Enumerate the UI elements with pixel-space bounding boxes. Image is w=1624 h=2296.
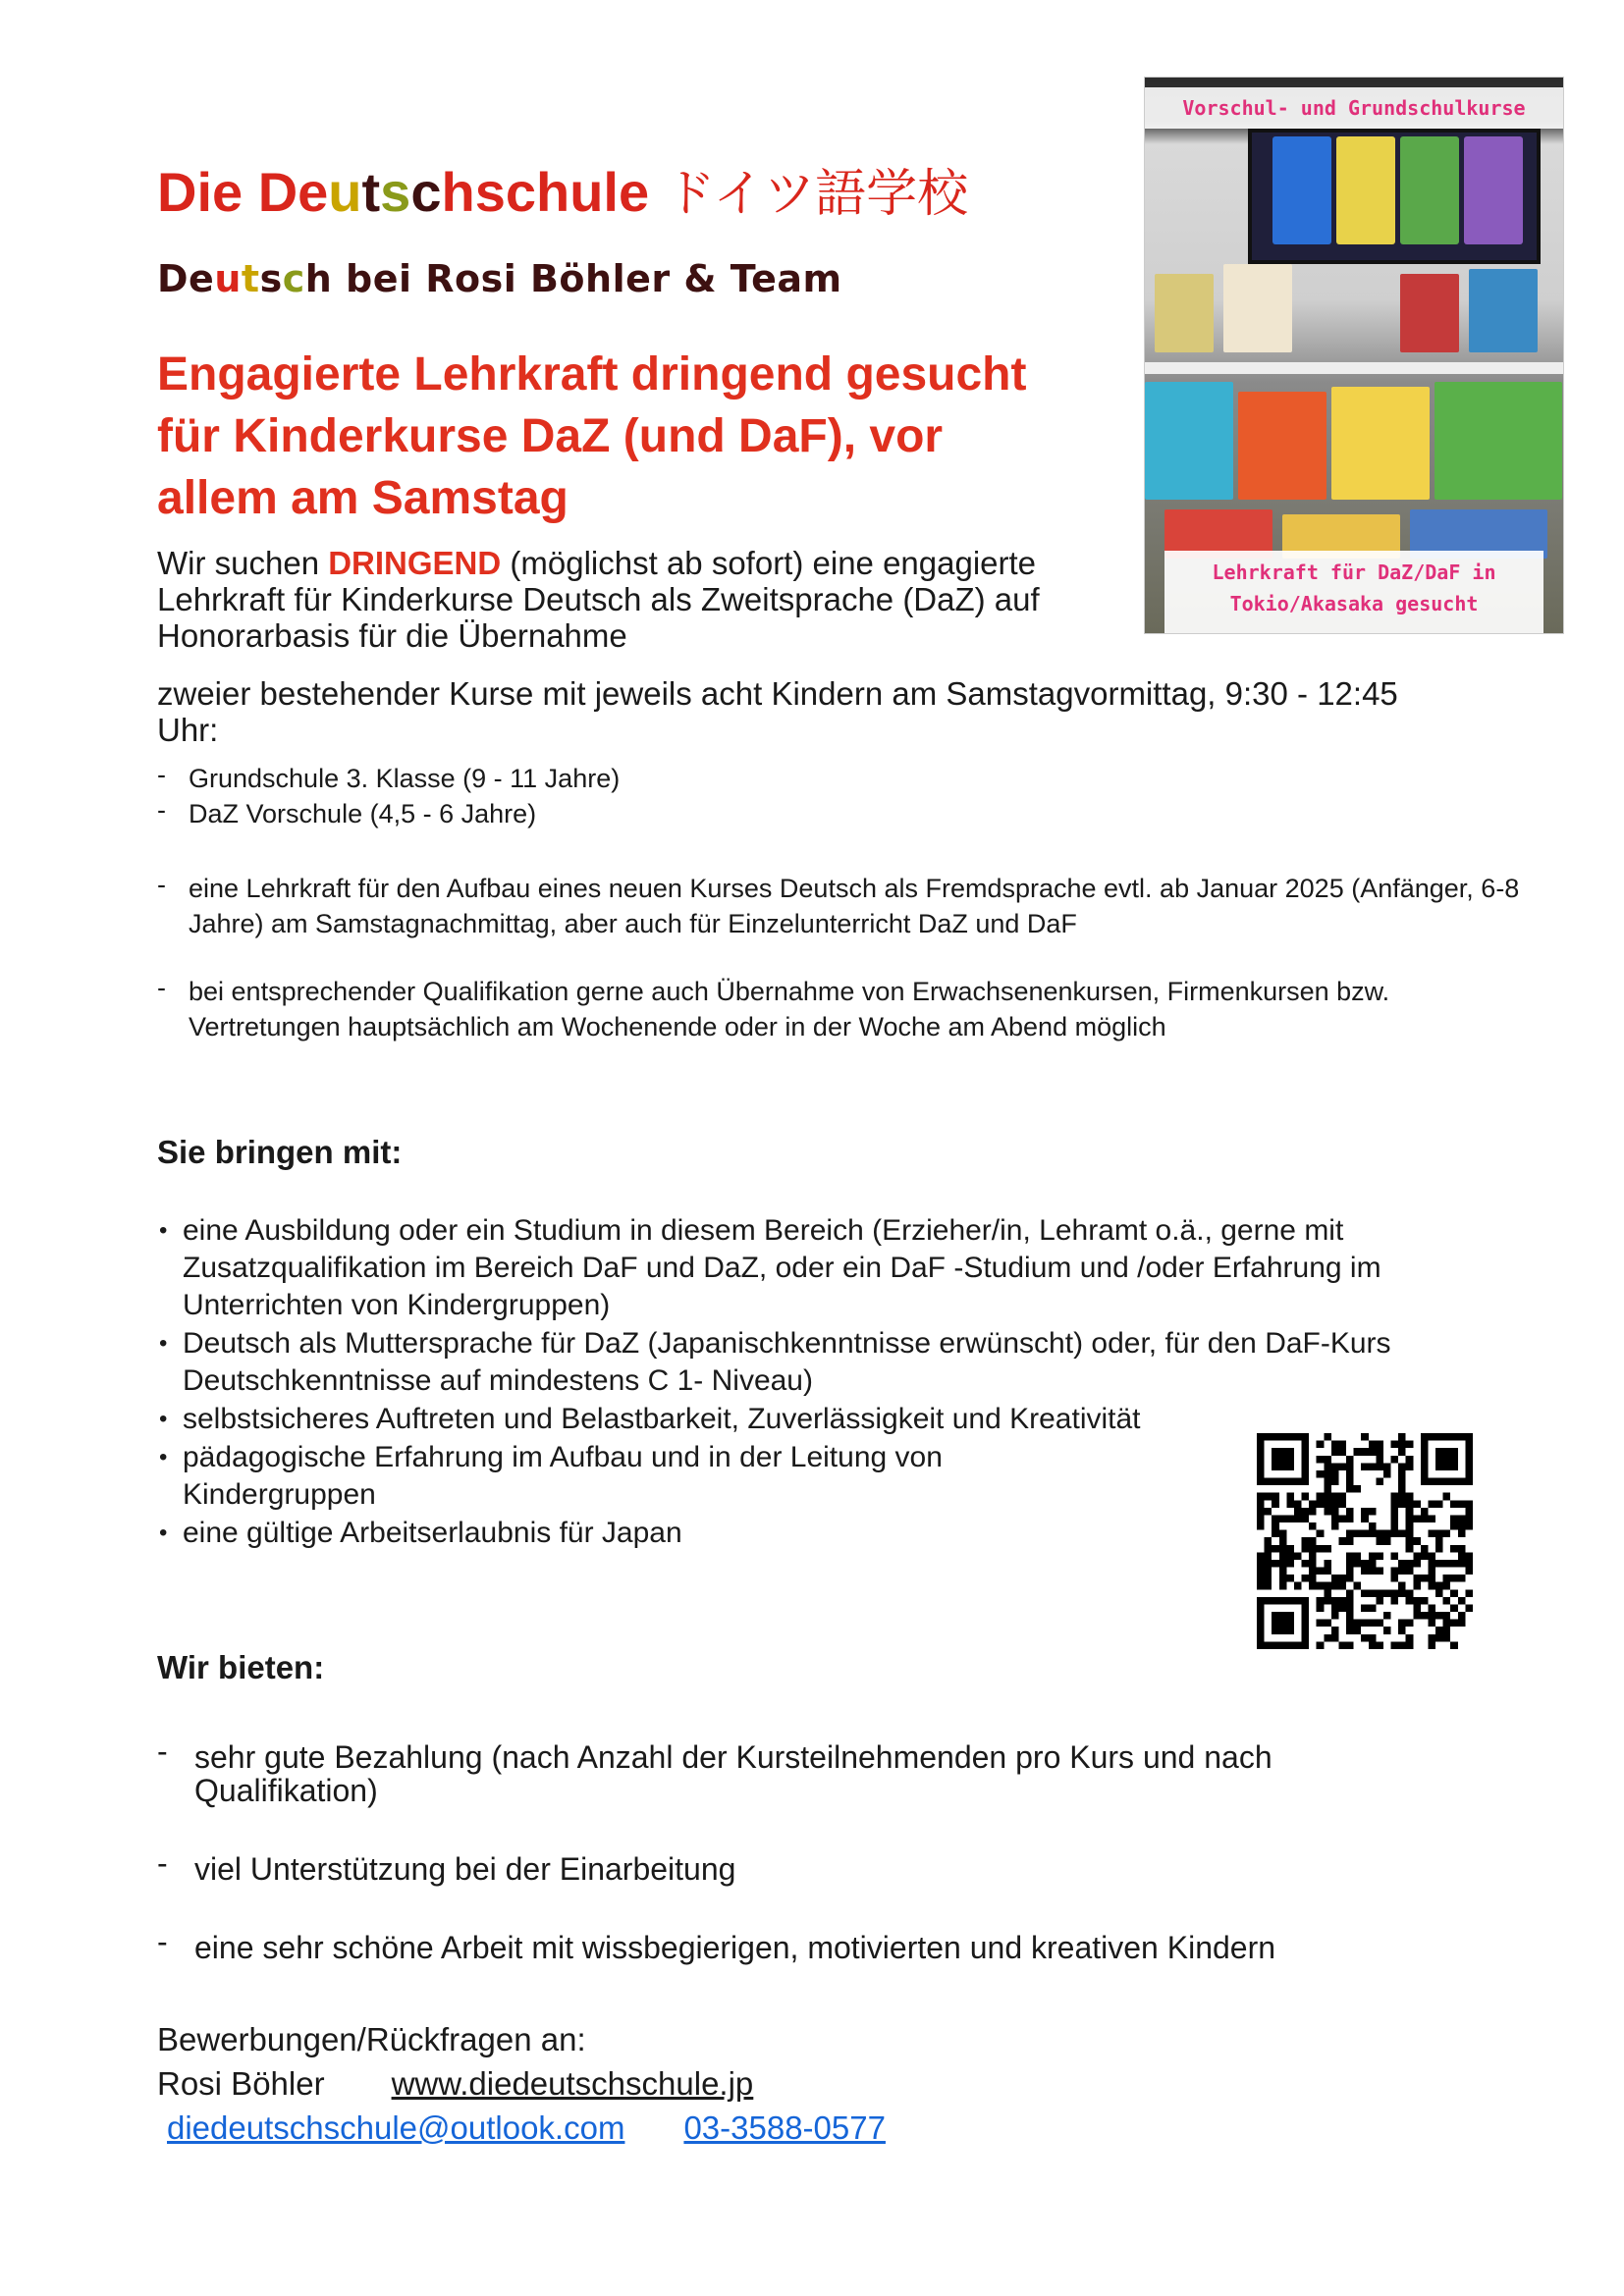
urgent-highlight: DRINGEND <box>328 545 502 581</box>
list-item: • selbstsicheres Auftreten und Belastbarkeit, Zuverlässigkeit und Kreativität <box>157 1401 1164 1438</box>
list-item: • Deutsch als Muttersprache für DaZ (Japanischkenntnisse erwünscht) oder, für den DaF-Kurs Deutschkenntnisse auf mindestens C 1- Niveau) <box>157 1325 1478 1400</box>
intro-paragraph-continued: zweier bestehender Kurse mit jeweils acht Kindern am Samstagvormittag, 9:30 - 12:45 Uhr: <box>157 675 1398 748</box>
email-link[interactable]: diedeutschschule@outlook.com <box>167 2109 625 2146</box>
contact-label: Bewerbungen/Rückfragen an: <box>157 2021 586 2057</box>
offer-list <box>157 1740 1463 2009</box>
intro-paragraph: Wir suchen DRINGEND (möglichst ab sofort) eine engagierte Lehrkraft für Kinderkurse Deutsch als Zweitsprache (DaZ) auf Honorarbasis für die Übernahme <box>157 545 1040 654</box>
contact-block <box>157 2017 886 2150</box>
phone-link[interactable]: 03-3588-0577 <box>683 2109 886 2146</box>
page-title: Die Deutschschule ドイツ語学校 <box>157 161 969 224</box>
contact-name: Rosi Böhler <box>157 2065 325 2102</box>
subtitle: Deutsch bei Rosi Böhler & Team <box>157 257 842 300</box>
website-link[interactable]: www.diedeutschschule.jp <box>391 2065 754 2102</box>
offer-heading: Wir bieten: <box>157 1649 325 1685</box>
list-item: - DaZ Vorschule (4,5 - 6 Jahre) <box>157 796 1532 831</box>
list-item: - bei entsprechender Qualifikation gerne auch Übernahme von Erwachsenenkursen, Firmenkursen bzw. Vertretungen hauptsächlich am Wochenende oder in der Woche am Abend möglich <box>157 974 1532 1044</box>
extra-list-2 <box>157 974 1532 1044</box>
course-list <box>157 761 1532 831</box>
photo-banner-bottom: Lehrkraft für DaZ/DaF in Tokio/Akasaka gesucht <box>1164 551 1543 633</box>
japanese-title: ドイツ語学校 <box>664 165 969 224</box>
list-item: • eine gültige Arbeitserlaubnis für Japan <box>157 1515 1478 1552</box>
qr-code[interactable] <box>1257 1433 1473 1649</box>
requirements-heading: Sie bringen mit: <box>157 1134 403 1170</box>
list-item: • pädagogische Erfahrung im Aufbau und in der Leitung von Kindergruppen <box>157 1439 1066 1514</box>
extra-list-1 <box>157 871 1532 941</box>
list-item: - eine Lehrkraft für den Aufbau eines neuen Kurses Deutsch als Fremdsprache evtl. ab Januar 2025 (Anfänger, 6-8 Jahre) am Samstagnachmittag, aber auch für Einzelunterricht DaZ und DaF <box>157 871 1532 941</box>
photo-banner-top: Vorschul- und Grundschulkurse <box>1145 87 1563 129</box>
list-item: - viel Unterstützung bei der Einarbeitung <box>157 1852 1463 1886</box>
headline: Engagierte Lehrkraft dringend gesucht für Kinderkurse DaZ (und DaF), vor allem am Samstag <box>157 348 1027 524</box>
list-item: • eine Ausbildung oder ein Studium in diesem Bereich (Erzieher/in, Lehramt o.ä., gerne mit Zusatzqualifikation im Bereich DaF und DaZ, oder ein DaF -Studium und /oder Erfahrung im Unterrichten von Kindergruppen) <box>157 1212 1478 1324</box>
list-item: - sehr gute Bezahlung (nach Anzahl der Kursteilnehmenden pro Kurs und nach Qualifikation) <box>157 1740 1463 1807</box>
list-item: - Grundschule 3. Klasse (9 - 11 Jahre) <box>157 761 1532 796</box>
classroom-photo <box>1144 77 1564 634</box>
list-item: - eine sehr schöne Arbeit mit wissbegierigen, motivierten und kreativen Kindern <box>157 1931 1463 1964</box>
